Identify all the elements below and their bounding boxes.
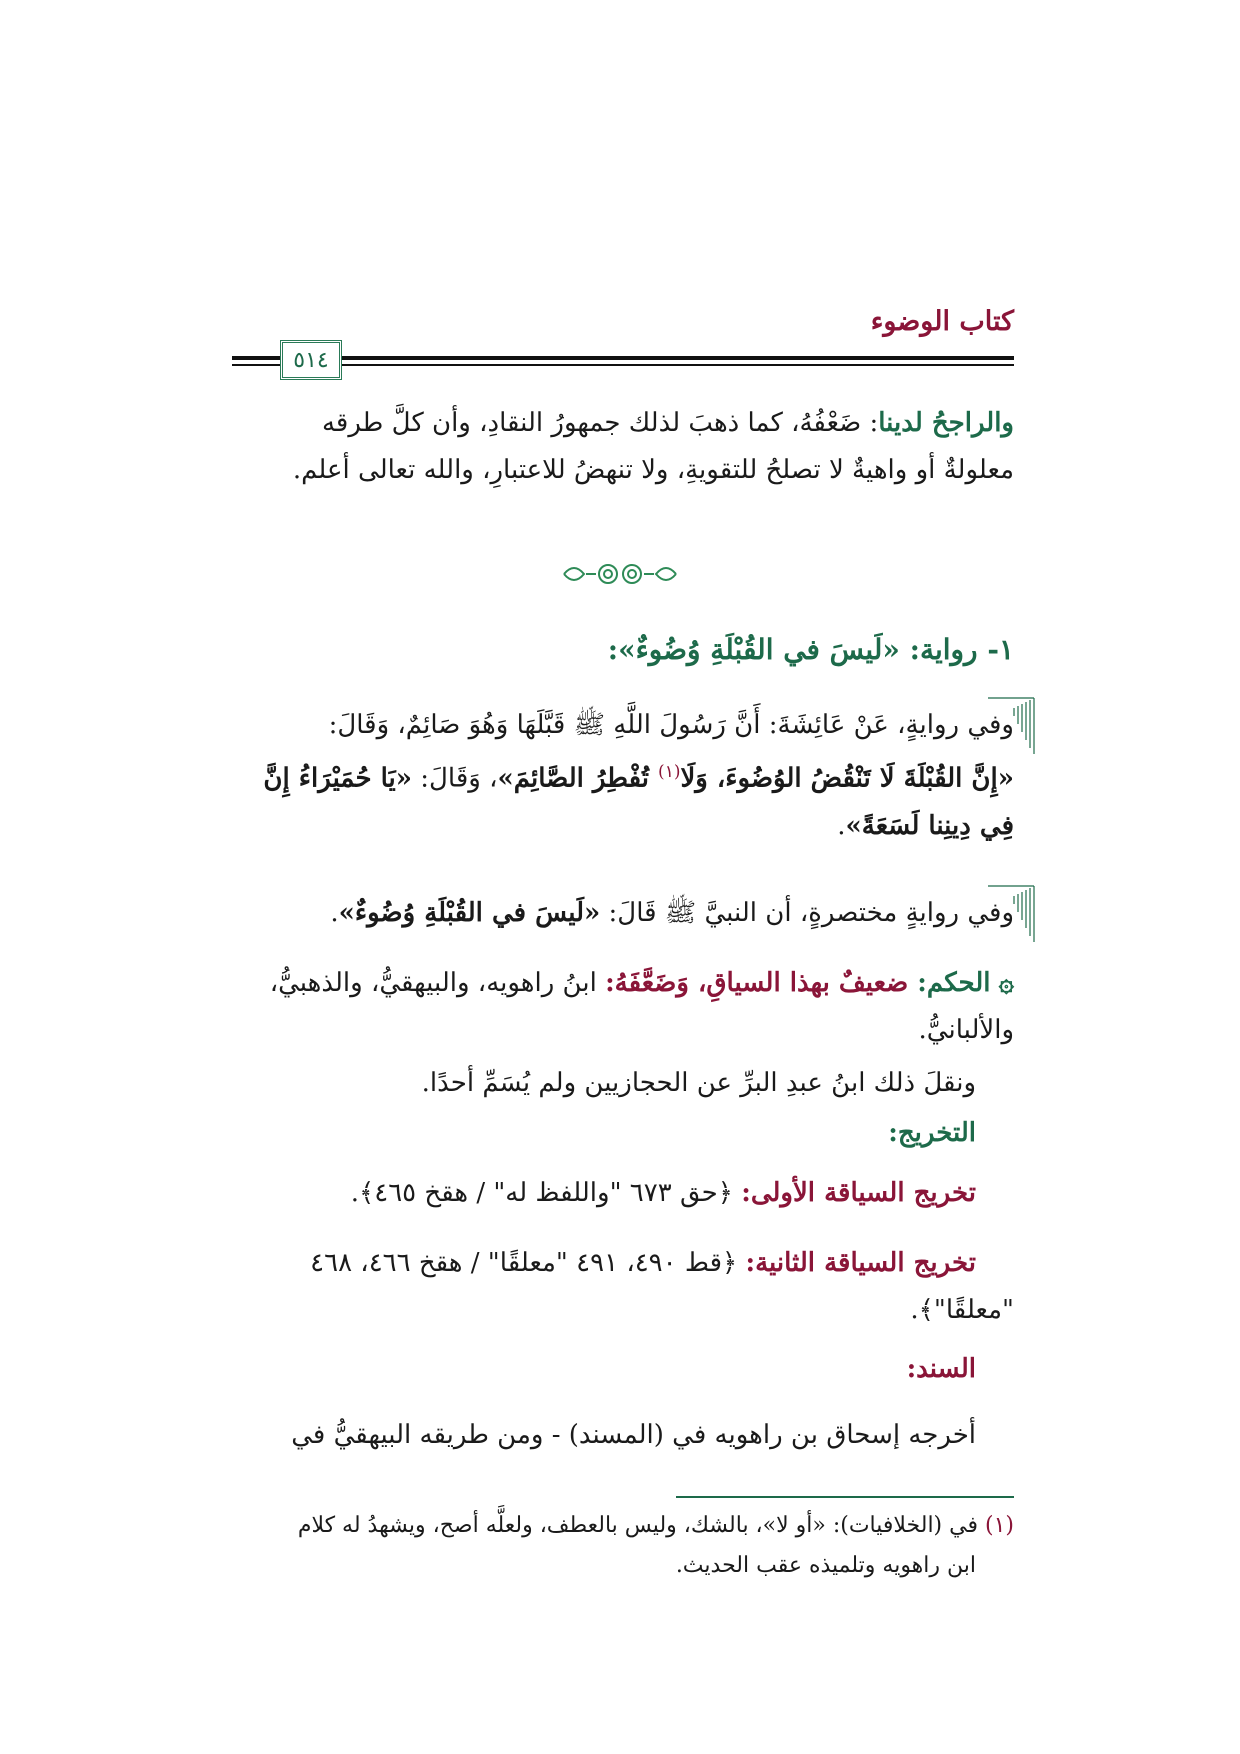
footnote-marker: (١)	[984, 1513, 1014, 1538]
footnote	[232, 1506, 1014, 1586]
takhrij-second-refs: ﴿قط ٤٩٠، ٤٩١ "معلقًا" / هقخ ٤٦٦، ٤٦٨	[310, 1248, 746, 1278]
header-rule-thick	[232, 356, 1014, 360]
ruling-line-1	[232, 960, 1014, 1007]
narration1-line-1: وفي روايةٍ، عَنْ عَائِشَةَ: أَنَّ رَسُولَ اللَّهِ ﷺ قَبَّلَهَا وَهُوَ صَائِمٌ، وَقَالَ:	[328, 710, 1014, 740]
footnote-ref[interactable]: (١)	[658, 762, 681, 782]
narration2-line	[232, 890, 1014, 937]
hadith-text-a: «إِنَّ القُبْلَةَ لَا تَنْقُضُ الوُضُوءَ، وَلَا	[680, 763, 1014, 794]
quote-corner-icon	[986, 696, 1036, 756]
quote-corner-icon	[986, 884, 1036, 944]
ruling-verdict: ضعيفٌ بهذا السياقِ، وَضَعَّفَهُ:	[605, 968, 918, 998]
header-rule-thin	[232, 364, 1014, 366]
footnote-line-1	[232, 1506, 1014, 1546]
takhrij-second-line-2: "معلقًا"﴾.	[910, 1295, 1014, 1325]
page-header	[232, 306, 1014, 386]
takhrij-second-label: تخريج السياقة الثانية:	[745, 1248, 976, 1278]
footnote-line-2: ابن راهويه وتلميذه عقب الحديث.	[675, 1553, 976, 1578]
takhrij-second-line-1	[232, 1240, 1014, 1287]
conclusion-text: : ضَعْفُهُ، كما ذهبَ لذلك جمهورُ النقادِ، وأن كلَّ طرقه	[321, 408, 879, 438]
sanad-text: أخرجه إسحاق بن راهويه في (المسند) - ومن طريقه البيهقيُّ في	[291, 1420, 976, 1450]
narration-block-2	[232, 890, 1014, 937]
narration2-plain: وفي روايةٍ مختصرةٍ، أن النبيَّ ﷺ قَالَ:	[600, 898, 1014, 928]
ruling-line-2: والألبانيُّ.	[918, 1015, 1014, 1045]
conclusion-lead: والراجحُ لدينا	[878, 408, 1014, 438]
book-title: كتاب الوضوء	[870, 306, 1014, 337]
takhrij-first-refs: ﴿حق ٦٧٣ "واللفظ له" / هقخ ٤٦٥﴾.	[350, 1178, 742, 1208]
ruling-authorities: ابنُ راهويه، والبيهقيُّ، والذهبيُّ،	[269, 968, 606, 998]
takhrij-heading: التخريج:	[888, 1118, 976, 1148]
narration1-line-2	[232, 749, 1014, 803]
narration1-line-3	[232, 803, 1014, 850]
conclusion-paragraph	[232, 400, 1014, 494]
ruling-label: الحكم:	[917, 968, 991, 998]
narration2-end: .	[330, 898, 339, 928]
conclusion-line-2: معلولةٌ أو واهيةٌ لا تصلحُ للتقويةِ، ولا تنهضُ للاعتبارِ، والله تعالى أعلم.	[292, 455, 1014, 485]
page-number: ٥١٤	[280, 340, 342, 380]
narration1-said: ، وَقَالَ:	[411, 763, 498, 794]
conclusion-line-1	[232, 400, 1014, 447]
ornament-divider-icon	[560, 558, 680, 590]
hadith-text-b: تُفْطِرُ الصَّائِمَ»	[497, 763, 659, 794]
hadith-text-c: «يَا حُمَيْرَاءُ إِنَّ	[263, 763, 412, 794]
takhrij-second	[232, 1240, 1014, 1334]
narration1-end: .	[837, 810, 846, 841]
takhrij-first	[232, 1170, 1014, 1217]
section-heading: ١- رواية: «لَيسَ في القُبْلَةِ وُضُوءٌ»:	[607, 633, 1014, 666]
hadith-text-d: فِي دِينِنا لَسَعَةً»	[845, 810, 1014, 841]
narration-block-1	[232, 702, 1014, 850]
footnote-separator	[676, 1496, 1014, 1498]
sanad-heading: السند:	[906, 1354, 976, 1384]
takhrij-first-label: تخريج السياقة الأولى:	[741, 1178, 976, 1208]
footnote-text: في (الخلافيات): «أو لا»، بالشك، وليس بالعطف، ولعلَّه أصح، ويشهدُ له كلام	[297, 1513, 985, 1538]
narration2-hadith: «لَيسَ في القُبْلَةِ وُضُوءٌ»	[338, 898, 601, 928]
ruling-paragraph	[232, 960, 1014, 1054]
transmission-note: ونقلَ ذلك ابنُ عبدِ البرِّ عن الحجازيين ولم يُسَمِّ أحدًا.	[421, 1068, 976, 1098]
ruling-icon: ۞	[998, 968, 1014, 998]
